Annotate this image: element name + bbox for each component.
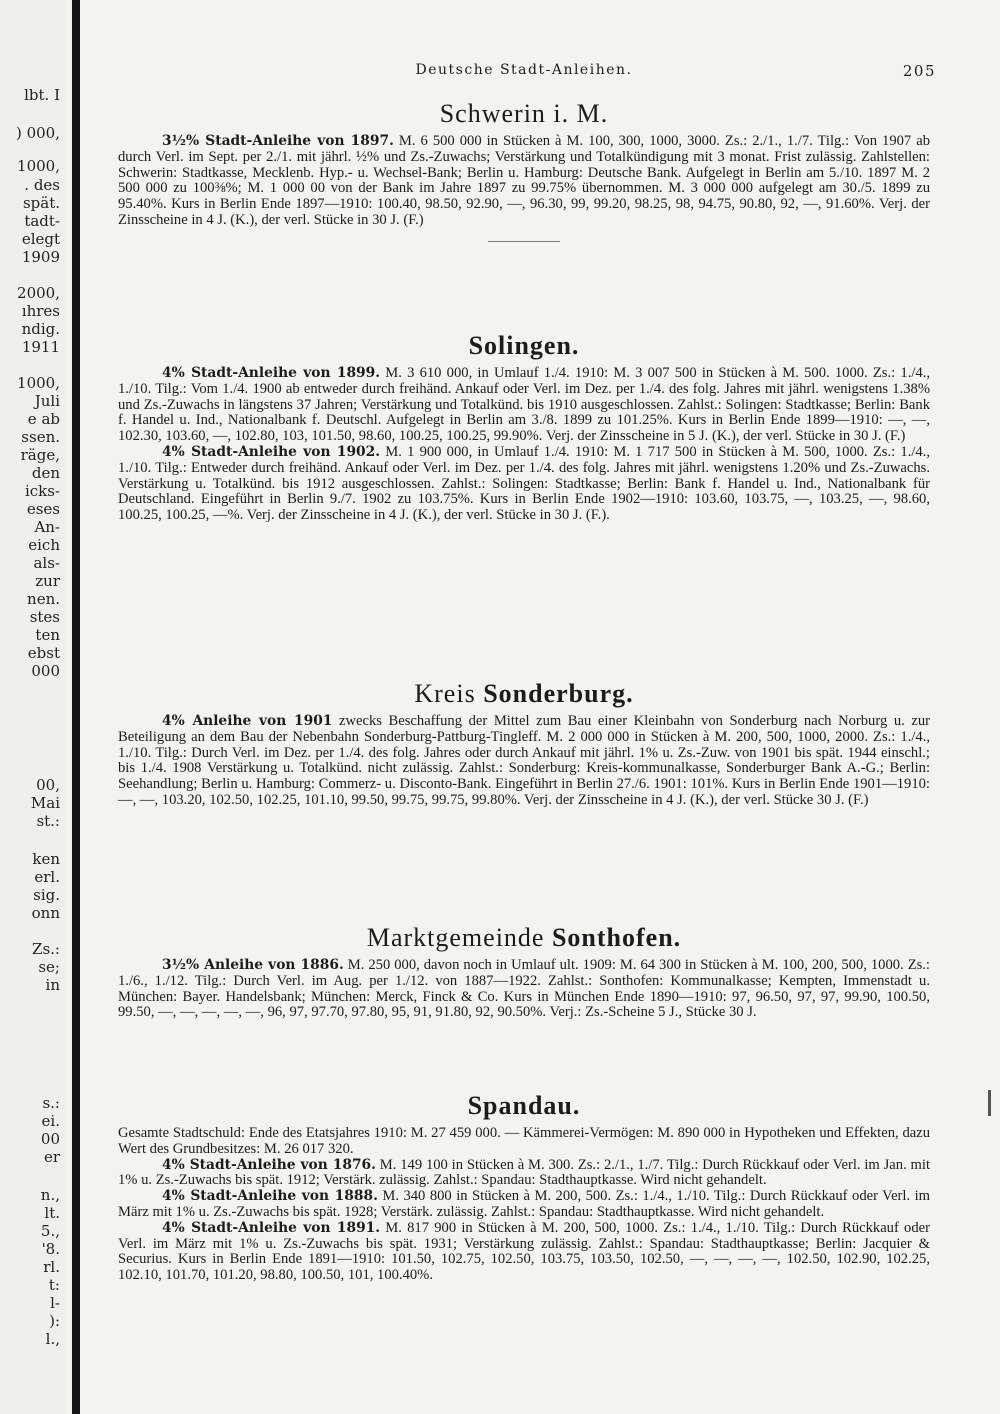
heading-text: Schwerin i. M. <box>439 99 609 128</box>
entry-lead: 3½% Anleihe von 1886. <box>162 957 344 973</box>
section-heading <box>118 98 930 130</box>
margin-fragment: s.: <box>42 1094 60 1112</box>
margin-fragment: lbt. I <box>24 86 60 104</box>
margin-fragment: ) 000, <box>15 124 60 142</box>
entry-text: Gesamte Stadtschuld: Ende des Etatsjahres 1910: M. 27 459 000. — Kämmerei-Vermögen: M. 890 000 in Hypotheken und Effekten, dazu Wert des Grundbesitzes: M. 26 017 320. <box>118 1125 930 1157</box>
margin-fragment: se; <box>38 958 60 976</box>
heading-prefix: Marktgemeinde <box>366 923 552 952</box>
margin-fragment: ebst <box>27 644 60 662</box>
entry-lead: 4% Stadt-Anleihe von 1891. <box>162 1219 381 1236</box>
margin-fragment: tadt- <box>24 212 60 230</box>
margin-fragment: Juli <box>34 392 60 410</box>
margin-fragment: 00 <box>40 1130 60 1148</box>
entry-text: M. 340 800 in Stücken à M. 200, 500. Zs.: 1./4., 1./10. Tilg.: Durch Rückkauf oder Verl. im März mit 1% u. Zs.-Zuwachs bis spät. 1928; Verstärk. zulässig. Zahlst.: Spandau: Stadthauptkasse. Wird nicht gehandelt. <box>118 1188 931 1220</box>
margin-fragment: 1000, <box>17 374 60 392</box>
margin-fragment: lt. <box>44 1204 60 1222</box>
margin-fragment: als- <box>33 554 60 572</box>
section-heading <box>118 678 930 710</box>
margin-fragment: An- <box>34 518 60 536</box>
margin-fragment: ıhres <box>21 302 60 320</box>
running-header <box>118 62 936 82</box>
entry-paragraph <box>118 134 930 229</box>
entry-paragraph <box>118 1126 930 1158</box>
margin-fragment: n., <box>40 1186 60 1204</box>
margin-fragment: ten <box>35 626 60 644</box>
heading-text: Sonthofen. <box>551 923 682 952</box>
heading-prefix: Kreis <box>414 679 484 708</box>
margin-fragment: ndig. <box>21 320 60 338</box>
margin-fragment: 000 <box>31 662 60 680</box>
margin-fragment: ken <box>32 850 60 868</box>
margin-fragment: stes <box>29 608 60 626</box>
margin-fragment: räge, <box>20 446 60 464</box>
margin-fragment: onn <box>31 904 60 922</box>
book-gutter <box>72 0 80 1414</box>
section-sonthofen <box>118 922 930 1021</box>
margin-fragment: elegt <box>21 230 60 248</box>
entry-paragraph <box>118 445 930 524</box>
margin-fragment: 1000, <box>17 157 60 175</box>
heading-text: Solingen. <box>468 331 580 360</box>
margin-fragment: e ab <box>27 410 60 428</box>
entry-text: M. 149 100 in Stücken à M. 300. Zs.: 2./1., 1./7. Tilg.: Durch Rückkauf oder Verl. im Jan. mit 1% u. Zs.-Zuwachs bis spät. 1912; Verstärk. zulässig. Zahlst.: Spandau: Stadthauptkasse. Wird nicht gehandelt. <box>118 1156 931 1189</box>
margin-fragment: 1909 <box>21 248 60 266</box>
running-title: Deutsche Stadt-Anleihen. <box>415 62 633 78</box>
entry-paragraph <box>118 958 930 1021</box>
margin-fragment: Mai <box>30 794 60 812</box>
section-divider <box>488 241 560 242</box>
margin-fragment: rl. <box>43 1258 60 1276</box>
heading-text: Spandau. <box>467 1091 581 1120</box>
margin-fragment: spät. <box>22 194 60 212</box>
page-number: 205 <box>902 62 936 80</box>
entry-text: M. 6 500 000 in Stücken à M. 100, 300, 1000, 3000. Zs.: 2./1., 1./7. Tilg.: Von 1907 ab durch Verl. im Sept. per 2./1. mit jährl. ½% und Zs.-Zuwachs; Verstärkung und Totalkündigung mit 3 monat. Frist zulässig. Zahlstellen: Schwerin: Stadtkasse, Mecklenb. Hyp.- u. Wechsel-Bank; Berlin u. Hamburg: Deutsche Bank. Aufgelegt in Berlin am 5./10. 1897 M. 2 500 000 zu 100⅜%; M. 1 000 00 von der Bank im Jahre 1897 zu 99.75% übernommen. M. 3 000 000 aufgelegt am 30./5. 1899 zu 95.40%. Kurs in Berlin Ende 1897—1910: 100.40, 98.50, 92.90, —, 96.30, 99, 99.20, 98.25, 98, 94.75, 90.80, 92, —, 91.60%. Verj. der Zinsscheine in 4 J. (K.), der verl. Stücke in 30 J. (F.) <box>118 133 930 228</box>
margin-fragment: 5., <box>40 1222 60 1240</box>
margin-fragment: ei. <box>41 1112 60 1130</box>
margin-fragment: 1911 <box>21 338 60 356</box>
section-sonderburg <box>118 678 930 809</box>
margin-fragment: sig. <box>33 886 60 904</box>
entry-paragraph <box>118 366 930 445</box>
entry-paragraph <box>118 1189 930 1221</box>
section-heading <box>118 330 930 362</box>
entry-text: M. 1 900 000, in Umlauf 1./4. 1910: M. 1 717 500 in Stücken à M. 500, 1000. Zs.: 1./4., 1./10. Tilg.: Entweder durch freihänd. Ankauf oder Verl. im Dez. per 1./4. des folg. Jahres mit jährl. wenigstens 1.20% und Zs.-Zuwachs. Verstärkung u. Totalkünd. bis 1912 ausgeschlossen. Zahlst.: Solingen: Stadtkasse; Berlin: Bank f. Handel u. Ind., Nationalbank für Deutschland. Eingeführt in Berlin 9./7. 1902 zu 103.75%. Kurs in Berlin Ende 1902—1910: 103.60, 103.75, —, 103.25, —, 98.60, 100.25, 100.25, —%. Verj. der Zinsscheine in 4 J. (K.), der verl. Stücke in 30 J. (F.). <box>118 443 930 524</box>
margin-fragment: l- <box>50 1294 60 1312</box>
entry-text: zwecks Beschaffung der Mittel zum Bau einer Kleinbahn von Sonderburg nach Norburg u. zur Beteiligung an dem Bau der Nebenbahn Sonderburg-Pattburg-Tingleff. M. 2 000 000 in Stücken à M. 200, 500, 1000, 2000. Zs.: 1./4., 1./10. Tilg.: Durch Verl. im Dez. per 1./4. des folg. Jahres oder durch Ankauf mit jährl. 1% u. Zs.-Zuw. von 1901 bis spät. 1944 einschl.; bis 1./4. 1908 Verstärkung u. Totalkünd. nicht zulässig. Zahlst.: Sonderburg: Kreis-kommunalkasse, Sonderburger Bank A.-G.; Berlin: Seehandlung; Berlin u. Hamburg: Commerz- u. Disconto-Bank. Eingeführt in Berlin 27./6. 1901: 101%. Kurs in Berlin Ende 1901—1910: —, —, 103.20, 102.50, 102.25, 101.10, 99.50, 99.75, 99.75, 99.80%. Verj. der Zinsscheine in 4 J. (K.), der verl. Stücke 30 J. (F.) <box>118 713 931 808</box>
section-spandau <box>118 1090 930 1284</box>
margin-fragment: in <box>45 976 60 994</box>
entry-text: M. 3 610 000, in Umlauf 1./4. 1910: M. 3 007 500 in Stücken à M. 500. 1000. Zs.: 1./4., 1./10. Tilg.: Vom 1./4. 1900 ab entweder durch freihänd. Ankauf oder Verl. im Dez. per 1./4. des folg. Jahres mit jährl. wenigstens 1.38% und Zs.-Zuwachs in längstens 37 Jahren; Verstärkung und Totalkünd. bis 1910 ausgeschlossen. Zahlst.: Solingen: Stadtkasse; Berlin: Bank f. Handel u. Ind., Nationalbank f. Deutschl. Aufgelegt in Berlin am 3./8. 1899 zu 101.25%. Kurs in Berlin Ende 1899—1910: —, —, 102.30, 103.60, —, 102.80, 103, 101.50, 98.60, 100.25, 100.25, 99.90%. Verj. der Zinsscheine in 5 J. (K.), der verl. Stücke in 30 J. (F.) <box>118 365 930 445</box>
margin-fragment: zur <box>35 572 60 590</box>
margin-fragment: Zs.: <box>32 940 60 958</box>
margin-fragment: l., <box>45 1330 60 1348</box>
margin-fragment: 2000, <box>17 284 60 302</box>
entry-text: M. 250 000, davon noch in Umlauf ult. 1909: M. 64 300 in Stücken à M. 100, 200, 500, 1000. Zs.: 1./6., 1./12. Tilg.: Durch Verl. im Aug. per 1./12. von 1887—1922. Zahlst.: Sonthofen: Kommunalkasse; Kempten, Immenstadt u. München: Bayer. Handelsbank; München: Merck, Finck & Co. Kurs in München Ende 1890—1910: 97, 96.50, 97, 97, 99.90, 100.50, 99.50, —, —, —, —, —, 96, 97, 97.70, 97.80, 95, 91, 91.80, 92, 90.50%. Verj.: Zs.-Scheine 5 J., Stücke 30 J. <box>118 957 930 1021</box>
margin-fragment: eses <box>26 500 60 518</box>
entry-lead: 4% Stadt-Anleihe von 1899. <box>162 365 381 381</box>
margin-fragment: nen. <box>27 590 60 608</box>
section-heading <box>118 922 930 954</box>
margin-fragment: t: <box>48 1276 60 1294</box>
margin-fragment: 00, <box>36 776 60 794</box>
entry-lead: 4% Stadt-Anleihe von 1902. <box>162 443 381 460</box>
margin-fragment: ssen. <box>21 428 60 446</box>
section-solingen <box>118 330 930 524</box>
margin-fragment: ): <box>49 1312 60 1330</box>
entry-paragraph <box>118 1221 930 1284</box>
margin-fragment: . des <box>24 176 60 194</box>
entry-lead: 4% Stadt-Anleihe von 1876. <box>162 1156 376 1173</box>
margin-fragment: erl. <box>34 868 60 886</box>
entry-paragraph <box>118 714 930 809</box>
margin-fragment: eich <box>28 536 60 554</box>
entry-lead: 4% Anleihe von 1901 <box>162 713 333 729</box>
margin-fragment: st.: <box>36 812 60 830</box>
section-schwerin <box>118 98 930 242</box>
entry-lead: 4% Stadt-Anleihe von 1888. <box>162 1188 378 1205</box>
margin-fragment: icks- <box>24 482 60 500</box>
entry-paragraph <box>118 1158 930 1190</box>
margin-fragment: '8. <box>41 1240 60 1258</box>
section-heading <box>118 1090 930 1122</box>
margin-fragment: den <box>31 464 60 482</box>
heading-text: Sonderburg. <box>483 679 634 708</box>
margin-fragment: er <box>43 1148 60 1166</box>
previous-page-fragment <box>0 0 66 1414</box>
entry-text: M. 817 900 in Stücken à M. 200, 500, 1000. Zs.: 1./4., 1./10. Tilg.: Durch Rückkauf oder Verl. im März mit 1% u. Zs.-Zuwachs bis spät. 1931; Verstärkung zulässig. Zahlst.: Spandau: Stadthauptkasse; Berlin: Jacquier & Securius. Kurs in Berlin Ende 1891—1910: 101.50, 102.75, 102.50, 103.75, 103.50, 102.50, —, —, —, —, 102.50, 102.90, 102.25, 102.10, 101.70, 101.20, 98.80, 100.50, 101, 100.40%. <box>118 1219 930 1284</box>
page-edge-mark <box>988 1090 991 1116</box>
entry-lead: 3½% Stadt-Anleihe von 1897. <box>162 133 394 149</box>
